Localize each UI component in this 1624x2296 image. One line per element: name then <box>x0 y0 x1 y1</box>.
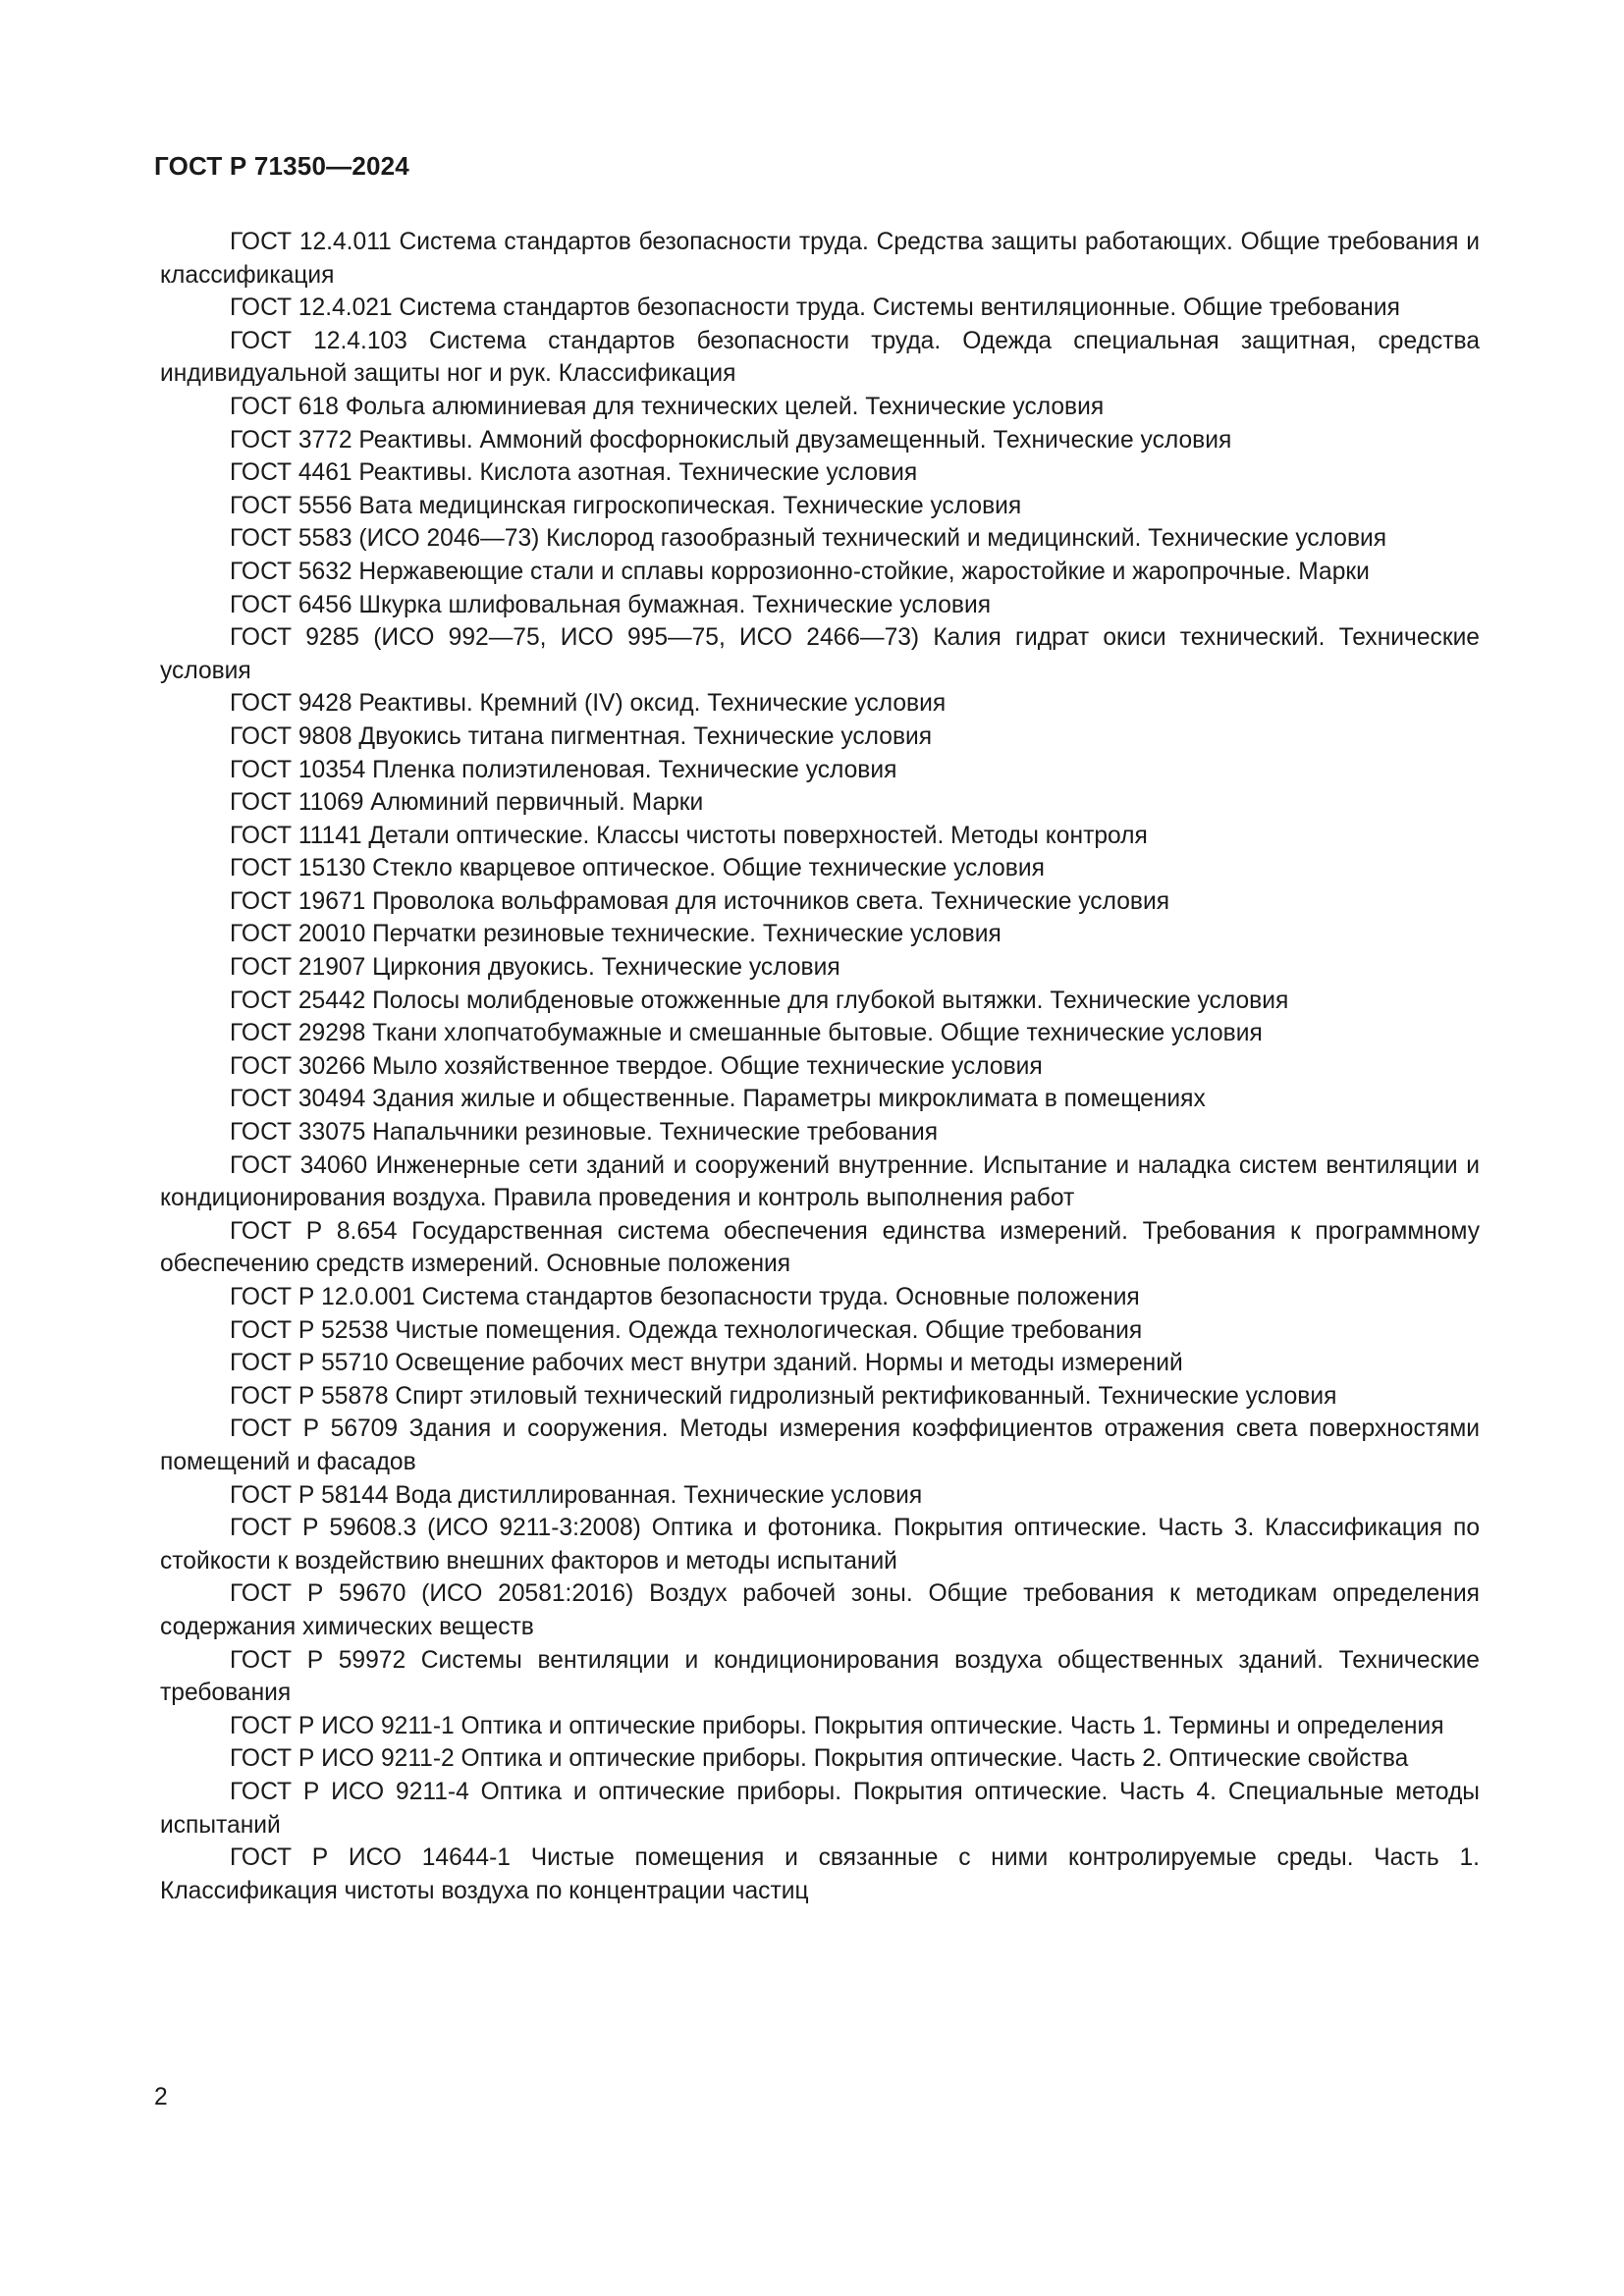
reference-entry: ГОСТ Р ИСО 9211-2 Оптика и оптические приборы. Покрытия оптические. Часть 2. Оптические свойства <box>230 1745 1409 1773</box>
reference-entry: ГОСТ 15130 Стекло кварцевое оптическое. Общие технические условия <box>230 855 1045 882</box>
reference-entry: ГОСТ Р 55878 Спирт этиловый технический гидролизный ректификованный. Технические условия <box>230 1382 1337 1410</box>
reference-entry: ГОСТ 5556 Вата медицинская гигроскопическая. Технические условия <box>230 492 1022 519</box>
reference-entry: ГОСТ Р 59972 Системы вентиляции и кондиционирования воздуха общественных зданий. Технические требования <box>160 1646 1480 1707</box>
normative-references-list <box>160 226 1480 1907</box>
page-number: 2 <box>154 2084 168 2110</box>
reference-entry: ГОСТ 12.4.021 Система стандартов безопасности труда. Системы вентиляционные. Общие требования <box>230 294 1400 322</box>
reference-entry: ГОСТ Р 8.654 Государственная система обеспечения единства измерений. Требования к программному обеспечению средств измерений. Основные положения <box>160 1217 1480 1278</box>
reference-entry: ГОСТ 11069 Алюминий первичный. Марки <box>230 789 704 817</box>
reference-entry: ГОСТ 618 Фольга алюминиевая для технических целей. Технические условия <box>230 393 1105 420</box>
reference-entry: ГОСТ 9285 (ИСО 992—75, ИСО 995—75, ИСО 2466—73) Калия гидрат окиси технический. Технические условия <box>160 624 1480 684</box>
reference-entry: ГОСТ 30494 Здания жилые и общественные. Параметры микроклимата в помещениях <box>230 1086 1206 1113</box>
reference-entry: ГОСТ 33075 Напальчники резиновые. Технические требования <box>230 1119 939 1147</box>
reference-entry: ГОСТ 10354 Пленка полиэтиленовая. Технические условия <box>230 756 897 783</box>
reference-entry: ГОСТ 21907 Циркония двуокись. Технические условия <box>230 954 840 982</box>
reference-entry: ГОСТ Р 52538 Чистые помещения. Одежда технологическая. Общие требования <box>230 1316 1143 1344</box>
reference-entry: ГОСТ 5632 Нержавеющие стали и сплавы коррозионно-стойкие, жаростойкие и жаропрочные. Марки <box>230 558 1370 585</box>
document-header: ГОСТ Р 71350—2024 <box>154 151 409 181</box>
reference-entry: ГОСТ Р 55710 Освещение рабочих мест внутри зданий. Нормы и методы измерений <box>230 1350 1183 1377</box>
reference-entry: ГОСТ 5583 (ИСО 2046—73) Кислород газообразный технический и медицинский. Технические условия <box>230 525 1387 553</box>
reference-entry: ГОСТ Р 58144 Вода дистиллированная. Технические условия <box>230 1481 923 1509</box>
reference-entry: ГОСТ 9428 Реактивы. Кремний (IV) оксид. Технические условия <box>230 690 947 718</box>
reference-entry: ГОСТ 12.4.011 Система стандартов безопасности труда. Средства защиты работающих. Общие требования и классификация <box>160 229 1480 289</box>
reference-entry: ГОСТ 12.4.103 Система стандартов безопасности труда. Одежда специальная защитная, средства индивидуальной защиты ног и рук. Классификация <box>160 327 1480 388</box>
reference-entry: ГОСТ 19671 Проволока вольфрамовая для источников света. Технические условия <box>230 887 1170 915</box>
reference-entry: ГОСТ Р ИСО 9211-1 Оптика и оптические приборы. Покрытия оптические. Часть 1. Термины и определения <box>230 1712 1444 1739</box>
reference-entry: ГОСТ 11141 Детали оптические. Классы чистоты поверхностей. Методы контроля <box>230 822 1148 849</box>
reference-entry: ГОСТ 6456 Шкурка шлифовальная бумажная. Технические условия <box>230 591 992 618</box>
reference-entry: ГОСТ Р 56709 Здания и сооружения. Методы измерения коэффициентов отражения света поверхностями помещений и фасадов <box>160 1415 1480 1475</box>
reference-entry: ГОСТ Р ИСО 9211-4 Оптика и оптические приборы. Покрытия оптические. Часть 4. Специальные методы испытаний <box>160 1778 1480 1839</box>
reference-entry: ГОСТ 25442 Полосы молибденовые отожженные для глубокой вытяжки. Технические условия <box>230 987 1289 1014</box>
reference-entry: ГОСТ 4461 Реактивы. Кислота азотная. Технические условия <box>230 459 918 487</box>
reference-entry: ГОСТ 30266 Мыло хозяйственное твердое. Общие технические условия <box>230 1052 1043 1080</box>
reference-entry: ГОСТ 9808 Двуокись титана пигментная. Технические условия <box>230 722 933 750</box>
reference-entry: ГОСТ 29298 Ткани хлопчатобумажные и смешанные бытовые. Общие технические условия <box>230 1020 1263 1047</box>
reference-entry: ГОСТ Р ИСО 14644-1 Чистые помещения и связанные с ними контролируемые среды. Часть 1. Классификация чистоты воздуха по концентрации частиц <box>160 1844 1480 1904</box>
reference-entry: ГОСТ Р 59670 (ИСО 20581:2016) Воздух рабочей зоны. Общие требования к методикам определения содержания химических веществ <box>160 1580 1480 1640</box>
reference-entry: ГОСТ 20010 Перчатки резиновые технические. Технические условия <box>230 921 1001 948</box>
reference-entry: ГОСТ 3772 Реактивы. Аммоний фосфорнокислый двузамещенный. Технические условия <box>230 426 1232 454</box>
reference-entry: ГОСТ Р 12.0.001 Система стандартов безопасности труда. Основные положения <box>230 1284 1140 1310</box>
reference-entry: ГОСТ Р 59608.3 (ИСО 9211-3:2008) Оптика и фотоника. Покрытия оптические. Часть 3. Классификация по стойкости к воздействию внешних факторов и методы испытаний <box>160 1515 1480 1575</box>
reference-entry: ГОСТ 34060 Инженерные сети зданий и сооружений внутренние. Испытание и наладка систем вентиляции и кондиционирования воздуха. Правила проведения и контроль выполнения работ <box>160 1151 1480 1212</box>
